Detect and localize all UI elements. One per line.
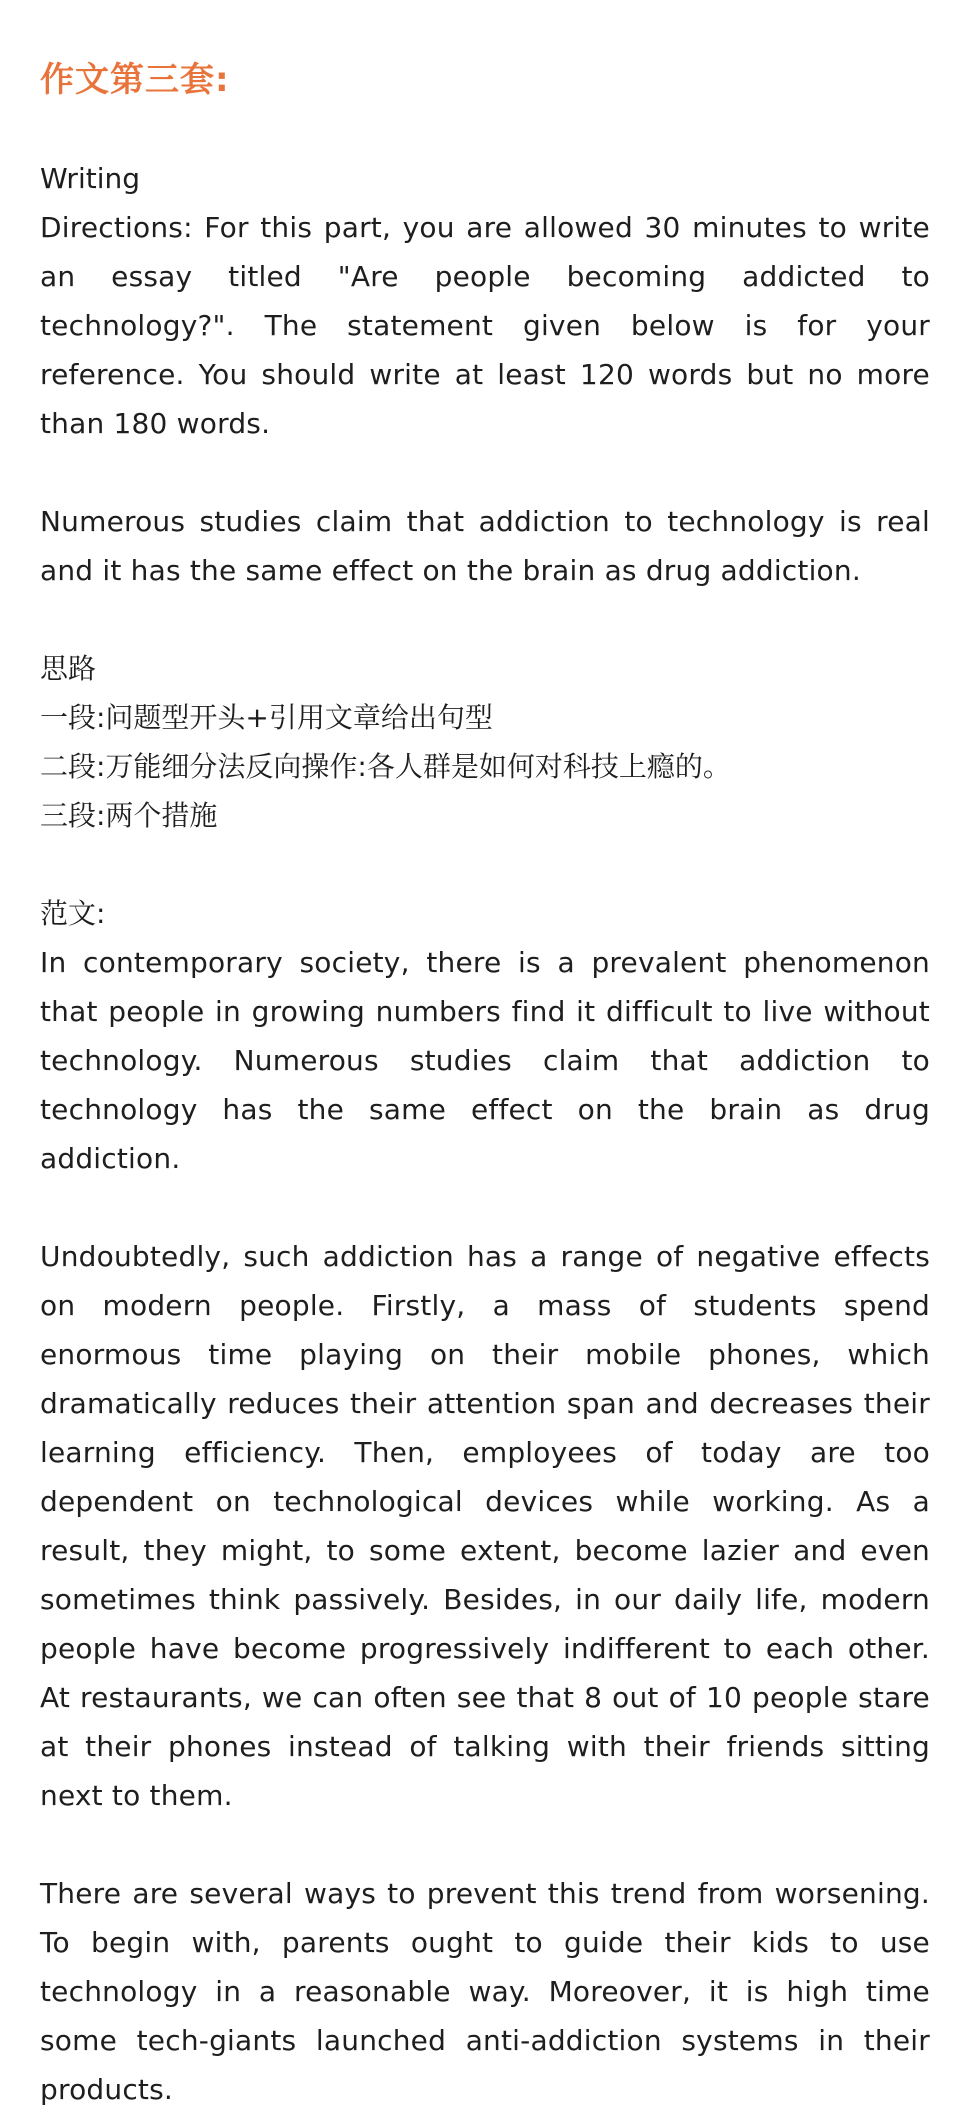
directions-paragraph: Directions: For this part, you are allowed 30 minutes to write an essay titled "Are people becoming addicted to technology?". The statement given below is for your reference. You should write at least 120 words but no more than 180 words.	[40, 211, 930, 440]
spacer	[40, 1820, 930, 1869]
sample-essay-title: 范文:	[40, 897, 106, 930]
outline-item-3: 三段:两个措施	[40, 799, 218, 832]
outline-item-1: 一段:问题型开头+引用文章给出句型	[40, 701, 493, 734]
outline-item-2: 二段:万能细分法反向操作:各人群是如何对科技上瘾的。	[40, 750, 731, 783]
spacer	[40, 840, 930, 889]
outline-title: 思路	[40, 652, 97, 685]
spacer	[40, 595, 930, 644]
spacer	[40, 448, 930, 497]
sample-paragraph-3: There are several ways to prevent this trend from worsening. To begin with, parents ought to guide their kids to use technology in a reasonable way. Moreover, it is high time some tech-giants launched anti-addiction systems in their products.	[40, 1877, 930, 2106]
section-writing-label: Writing	[40, 162, 140, 195]
statement-paragraph: Numerous studies claim that addiction to technology is real and it has the same effect on the brain as drug addiction.	[40, 505, 930, 587]
essay-set-heading: 作文第三套:	[40, 60, 230, 100]
sample-paragraph-1: In contemporary society, there is a prevalent phenomenon that people in growing numbers find it difficult to live without technology. Numerous studies claim that addiction to technology has the same effect on the brain as drug addiction.	[40, 946, 930, 1175]
sample-paragraph-2: Undoubtedly, such addiction has a range of negative effects on modern people. Firstly, a mass of students spend enormous time playing on their mobile phones, which dramatically reduces their attention span and decreases their learning efficiency. Then, employees of today are too dependent on technological devices while working. As a result, they might, to some extent, become lazier and even sometimes think passively. Besides, in our daily life, modern people have become progressively indifferent to each other. At restaurants, we can often see that 8 out of 10 people stare at their phones instead of talking with their friends sitting next to them.	[40, 1240, 930, 1812]
spacer	[40, 1183, 930, 1232]
